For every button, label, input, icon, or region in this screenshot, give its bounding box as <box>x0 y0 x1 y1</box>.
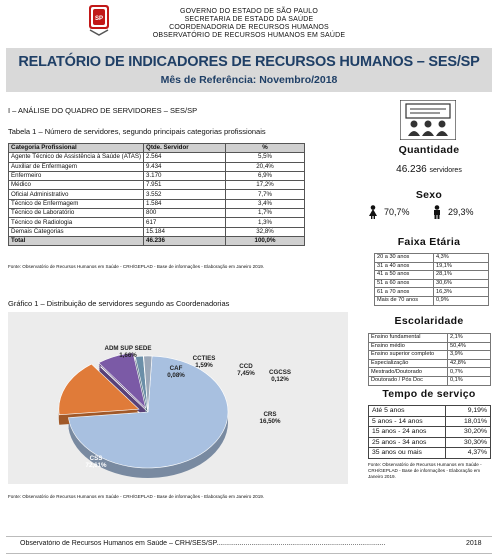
table-row <box>375 279 489 288</box>
table-row <box>369 448 491 459</box>
table-row <box>375 271 489 280</box>
cell: Demais Categorias <box>9 227 144 236</box>
cell: 9,19% <box>446 406 491 417</box>
tempo-source-note: Fonte: Observatório de Recursos Humanos em Saúde - CRH/GEPLAD - Base de informações - Elaboração em Janeiro 2019. <box>368 462 482 479</box>
cell: 0,1% <box>448 376 491 385</box>
cell: Auxiliar de Enfermagem <box>9 162 144 171</box>
cell: 51 a 60 anos <box>375 279 434 288</box>
table-row <box>9 190 305 199</box>
pie-label-ccd: CCD 7,45% <box>237 363 255 377</box>
cell: 0,9% <box>434 296 489 305</box>
cell: 3,9% <box>448 351 491 360</box>
table-row <box>369 334 491 343</box>
header-line-2: SECRETARIA DE ESTADO DA SAÚDE <box>184 16 314 23</box>
cell: 28,1% <box>434 271 489 280</box>
col-header: Categoria Profissional <box>9 144 144 153</box>
cell: 19,1% <box>434 262 489 271</box>
table-row <box>369 359 491 368</box>
cell: 3.552 <box>144 190 226 199</box>
section-title: I – ANÁLISE DO QUADRO DE SERVIDORES – SES/SP <box>8 106 198 115</box>
cell: 4,37% <box>446 448 491 459</box>
report-subtitle: Mês de Referência: Novembro/2018 <box>160 74 338 86</box>
quantidade-value: 46.236 <box>396 164 427 175</box>
cell: 7,7% <box>226 190 305 199</box>
cell: Agente Técnico de Assistência à Saúde (ATAS) <box>9 153 144 162</box>
table-row <box>9 162 305 171</box>
table-row <box>9 181 305 190</box>
quantidade-unit: servidores <box>429 167 462 174</box>
cell: 25 anos - 34 anos <box>369 437 446 448</box>
table-row <box>9 227 305 236</box>
cell: 5,5% <box>226 153 305 162</box>
table-row <box>369 406 491 417</box>
cell: Ensino médio <box>369 342 448 351</box>
pie-label-adm-sup-sede: ADM SUP SEDE 1,66% <box>104 345 152 359</box>
quantidade-row <box>360 164 498 175</box>
table-row <box>369 368 491 377</box>
cell: Ensino fundamental <box>369 334 448 343</box>
cell: 617 <box>144 218 226 227</box>
table-row <box>369 351 491 360</box>
cell: Mestrado/Doutorado <box>369 368 448 377</box>
escolaridade-table <box>368 333 491 386</box>
cell: Total <box>9 236 144 245</box>
sexo-row <box>368 205 494 219</box>
pie-label-css: CSS 72,61% <box>85 455 107 469</box>
cell: Doutorado / Pós Doc <box>369 376 448 385</box>
faixa-title: Faixa Etária <box>397 236 461 248</box>
cell: Técnico de Laboratório <box>9 209 144 218</box>
cell: 7.951 <box>144 181 226 190</box>
cell: 30,20% <box>446 427 491 438</box>
pie-label-crs: CRS 16,50% <box>259 411 281 425</box>
table-row <box>9 209 305 218</box>
cell: 46.236 <box>144 236 226 245</box>
tempo-title: Tempo de serviço <box>382 388 476 400</box>
table-row <box>9 199 305 208</box>
cell: 2.564 <box>144 153 226 162</box>
pie-label-ccties: CCTIES 1,59% <box>192 355 216 369</box>
cell: 18,01% <box>446 416 491 427</box>
escolaridade-title: Escolaridade <box>394 315 464 327</box>
table-row <box>9 218 305 227</box>
cell: 32,8% <box>226 227 305 236</box>
cell: 15 anos - 24 anos <box>369 427 446 438</box>
cell: Médico <box>9 181 144 190</box>
table-row <box>9 171 305 180</box>
table-row <box>369 376 491 385</box>
cell: 1,3% <box>226 218 305 227</box>
cell: Enfermeiro <box>9 171 144 180</box>
male-icon <box>432 205 442 219</box>
cell: Oficial Administrativo <box>9 190 144 199</box>
table-row <box>369 416 491 427</box>
chart-caption: Gráfico 1 – Distribuição de servidores segundo as Coordenadorias <box>8 299 230 308</box>
pie-label-caf: CAF 0,08% <box>167 365 185 379</box>
cell: 0,7% <box>448 368 491 377</box>
cell: 6,9% <box>226 171 305 180</box>
cell: 4,3% <box>434 254 489 263</box>
female-icon <box>368 205 378 219</box>
sexo-female-value: 70,7% <box>384 207 410 217</box>
cell: 800 <box>144 209 226 218</box>
servers-table <box>8 143 305 246</box>
cell: 3,4% <box>226 199 305 208</box>
chart-source-note: Fonte: Observatório de Recursos Humanos em Saúde - CRH/GEPLAD - Base de informações - Elaboração em Janeiro 2019. <box>8 494 265 499</box>
table-row <box>369 342 491 351</box>
footer <box>6 536 492 554</box>
cell: 2,1% <box>448 334 491 343</box>
sexo-male-value: 29,3% <box>448 207 474 217</box>
cell: 100,0% <box>226 236 305 245</box>
cell: Ensino superior completo <box>369 351 448 360</box>
cell: 20 a 30 anos <box>375 254 434 263</box>
cell: 61 a 70 anos <box>375 288 434 297</box>
cell: 50,4% <box>448 342 491 351</box>
title-banner <box>6 48 492 92</box>
header-line-3: COORDENADORIA DE RECURSOS HUMANOS <box>169 24 329 31</box>
cell: 42,8% <box>448 359 491 368</box>
table-row <box>375 254 489 263</box>
cell: 20,4% <box>226 162 305 171</box>
cell: 30,6% <box>434 279 489 288</box>
cell: 9.434 <box>144 162 226 171</box>
col-header: % <box>226 144 305 153</box>
pie-label-cgcss: CGCSS 0,12% <box>268 369 292 383</box>
svg-text:SP: SP <box>94 16 104 22</box>
col-header: Qtde. Servidor <box>144 144 226 153</box>
cell: 41 a 50 anos <box>375 271 434 280</box>
cell: 31 a 40 anos <box>375 262 434 271</box>
tempo-table <box>368 405 491 459</box>
cell: Até 5 anos <box>369 406 446 417</box>
cell: Técnico de Enfermagem <box>9 199 144 208</box>
cell: 17,2% <box>226 181 305 190</box>
cell: Técnico de Radiologia <box>9 218 144 227</box>
cell: 35 anos ou mais <box>369 448 446 459</box>
chart-area <box>8 312 348 484</box>
footer-year: 2018 <box>466 540 482 547</box>
cell: 30,30% <box>446 437 491 448</box>
cell: 15.184 <box>144 227 226 236</box>
sexo-title: Sexo <box>415 189 443 201</box>
cell: Mais de 70 anos <box>375 296 434 305</box>
faixa-table <box>374 253 489 306</box>
cell: 1.584 <box>144 199 226 208</box>
table-row <box>375 296 489 305</box>
report-title: RELATÓRIO DE INDICADORES DE RECURSOS HUMANOS – SES/SP <box>18 54 480 70</box>
table-row <box>375 262 489 271</box>
header-line-1: GOVERNO DO ESTADO DE SÃO PAULO <box>180 8 318 15</box>
table-row <box>9 153 305 162</box>
table-row <box>369 437 491 448</box>
cell: 5 anos - 14 anos <box>369 416 446 427</box>
cell: 3.170 <box>144 171 226 180</box>
table-row <box>369 427 491 438</box>
cell: 16,3% <box>434 288 489 297</box>
table-row <box>375 288 489 297</box>
table-total-row <box>9 236 305 245</box>
table-source-note: Fonte: Observatório de Recursos Humanos em Saúde - CRH/GEPLAD - Base de informações - Elaboração em Janeiro 2019. <box>8 264 265 269</box>
header-line-4: OBSERVATÓRIO DE RECURSOS HUMANOS EM SAÚDE <box>152 32 346 39</box>
staff-group-icon <box>400 100 456 140</box>
quantidade-title: Quantidade <box>398 144 460 156</box>
cell: 1,7% <box>226 209 305 218</box>
table-header-row <box>9 144 305 153</box>
footer-text: Observatório de Recursos Humanos em Saúde – CRH/SES/SP....................................................................................... <box>20 540 386 547</box>
cell: Especialização <box>369 359 448 368</box>
pie-chart <box>8 312 348 484</box>
table-caption: Tabela 1 – Número de servidores, segundo principais categorias profissionais <box>8 127 266 136</box>
